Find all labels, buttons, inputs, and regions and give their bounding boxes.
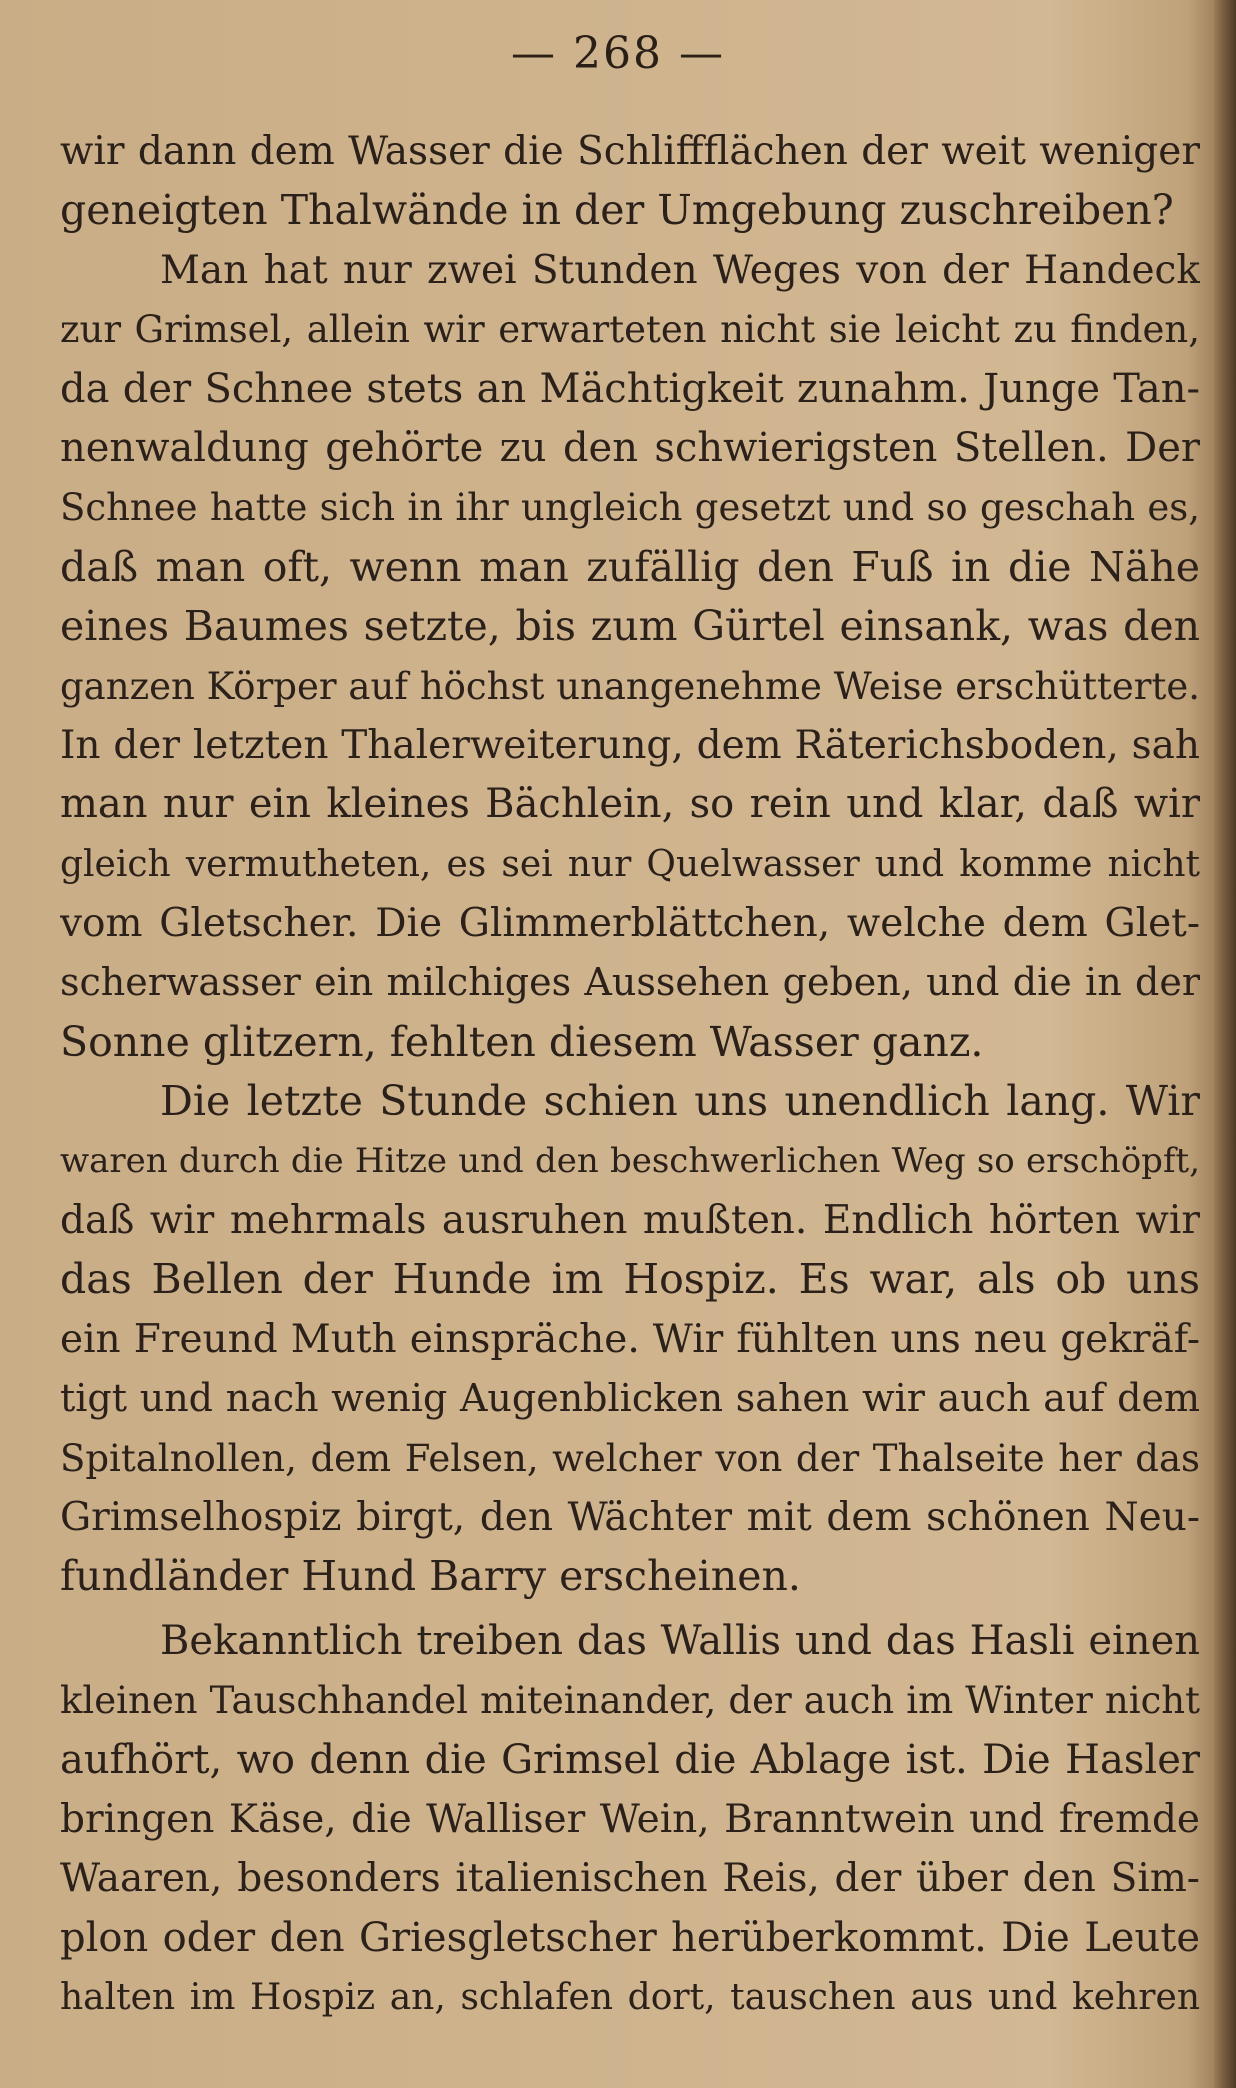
text-line: In der letzten Thalerweiterung, dem Räterichsboden, sah: [60, 722, 1200, 768]
text-line: da der Schnee stets an Mächtigkeit zunahm. Junge Tan-: [60, 365, 1200, 412]
text-line: man nur ein kleines Bächlein, so rein und klar, daß wir: [60, 781, 1200, 828]
book-spine-edge: [1214, 0, 1236, 2088]
text-line: geneigten Thalwände in der Umgebung zuschreiben?: [60, 186, 1174, 235]
text-line: Schnee hatte sich in ihr ungleich gesetzt und so geschah es,: [60, 486, 1200, 530]
text-line: Sonne glitzern, fehlten diesem Wasser ganz.: [60, 1017, 984, 1066]
text-line: ganzen Körper auf höchst unangenehme Weise erschütterte.: [60, 664, 1200, 708]
page-number: — 268 —: [511, 28, 725, 79]
text-line: bringen Käse, die Walliser Wein, Branntwein und fremde: [60, 1796, 1200, 1842]
text-line: zur Grimsel, allein wir erwarteten nicht sie leicht zu finden,: [60, 308, 1200, 352]
text-line: ein Freund Muth einspräche. Wir fühlten uns neu gekräf-: [60, 1316, 1200, 1362]
text-line: nenwaldung gehörte zu den schwierigsten Stellen. Der: [60, 424, 1200, 471]
text-line: kleinen Tauschhandel miteinander, der auch im Winter nicht: [60, 1679, 1200, 1723]
text-line: Waaren, besonders italienischen Reis, der über den Sim-: [60, 1856, 1200, 1902]
text-line: Spitalnollen, dem Felsen, welcher von der Thalseite her das: [60, 1436, 1200, 1480]
text-line: waren durch die Hitze und den beschwerlichen Weg so erschöpft,: [60, 1140, 1200, 1181]
text-line: Grimselhospiz birgt, den Wächter mit dem schönen Neu-: [60, 1494, 1200, 1540]
text-line: wir dann dem Wasser die Schliffflächen der weit weniger: [60, 129, 1200, 174]
text-line: plon oder den Griesgletscher herüberkommt. Die Leute: [60, 1914, 1200, 1961]
text-line: das Bellen der Hunde im Hospiz. Es war, als ob uns: [60, 1255, 1200, 1304]
text-line: Bekanntlich treiben das Wallis und das Hasli einen: [160, 1617, 1200, 1664]
text-line: aufhört, wo denn die Grimsel die Ablage ist. Die Hasler: [60, 1736, 1200, 1783]
text-line: Die letzte Stunde schien uns unendlich lang. Wir: [160, 1077, 1200, 1126]
text-line: eines Baumes setzte, bis zum Gürtel einsank, was den: [60, 602, 1200, 651]
text-line: gleich vermutheten, es sei nur Quelwasser und komme nicht: [60, 843, 1200, 885]
body-text: [60, 122, 1200, 2028]
text-line: daß man oft, wenn man zufällig den Fuß in die Nähe: [60, 542, 1200, 591]
text-line: daß wir mehrmals ausruhen mußten. Endlich hörten wir: [60, 1198, 1200, 1244]
text-line: vom Gletscher. Die Glimmerblättchen, welche dem Glet-: [60, 901, 1200, 947]
text-line: halten im Hospiz an, schlafen dort, tauschen aus und kehren: [60, 1977, 1200, 2019]
text-line: scherwasser ein milchiges Aussehen geben, und die in der: [60, 960, 1200, 1005]
text-line: Man hat nur zwei Stunden Weges von der Handeck: [160, 247, 1200, 293]
text-line: tigt und nach wenig Augenblicken sahen wir auch auf dem: [60, 1376, 1200, 1421]
text-line: fundländer Hund Barry erscheinen.: [60, 1552, 801, 1601]
